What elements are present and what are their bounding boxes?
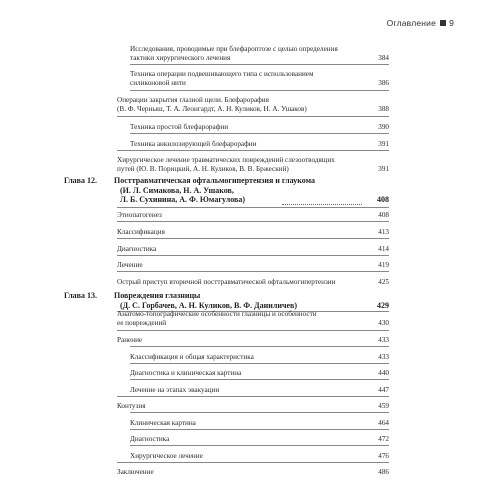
page-number: 391 (378, 164, 389, 173)
divider (130, 379, 389, 380)
page-number: 425 (378, 278, 389, 286)
page-number: 472 (378, 435, 389, 443)
toc-entry[interactable]: Этиопатогенез 408 (117, 211, 389, 219)
toc-entry[interactable]: Техника операции подвешивающего типа с использованием силиконовой нити 386 (130, 70, 389, 87)
divider (130, 363, 389, 364)
toc-entry[interactable]: Острый приступ вторичной посттравматической офтальмогипертензии 425 (117, 278, 389, 286)
page-number: 408 (378, 211, 389, 219)
divider (130, 412, 389, 413)
divider (117, 116, 389, 117)
toc-entry[interactable]: Клиническая картина 464 (130, 419, 389, 427)
divider (130, 445, 389, 446)
divider (117, 396, 389, 397)
page-number: 440 (378, 369, 389, 377)
page-number: 391 (378, 140, 389, 148)
page-number: 476 (378, 452, 389, 460)
page-number: 408 (377, 195, 389, 205)
divider (117, 221, 389, 222)
page-number: 447 (378, 386, 389, 394)
running-head-page: 9 (449, 18, 454, 28)
chapter-12-heading[interactable]: Глава 12. Посттравматическая офтальмогипертензия и глаукома (И. Л. Симакова, Н. А. Ушаков, Л. Б. Сухинина, А. Ф. Юмагулова) 408 (64, 176, 389, 205)
chapter-label: Глава 12. (64, 176, 97, 185)
toc-entry[interactable]: Диагностика 414 (117, 245, 389, 253)
toc-entry[interactable]: Операции закрытия глазной щели. Блефарорафия (В. Ф. Черныш, Т. А. Леонгардт, А. Н. Куликов, Н. А. Ушаков) 388 (117, 96, 389, 113)
page-number: 486 (378, 468, 389, 476)
toc-entry[interactable]: Классификация 413 (117, 228, 389, 236)
page-number: 390 (378, 123, 389, 131)
page-number: 430 (378, 318, 389, 327)
toc-entry[interactable]: Хирургическое лечение 476 (130, 452, 389, 460)
divider (117, 207, 389, 208)
page-number: 429 (377, 300, 389, 310)
page-number: 384 (378, 53, 389, 62)
page-number: 433 (378, 336, 389, 344)
toc-entry[interactable]: Лечение на этапах эвакуации 447 (130, 386, 389, 394)
divider (117, 238, 389, 239)
page-number: 459 (378, 402, 389, 410)
leader-dots (282, 204, 362, 205)
toc-entry[interactable]: Диагностика 472 (130, 435, 389, 443)
toc-entry[interactable]: Техника простой блефарорафии 390 (130, 123, 389, 131)
chapter-label: Глава 13. (64, 291, 97, 300)
divider (117, 330, 389, 331)
divider (117, 462, 389, 463)
page-number: 414 (378, 245, 389, 253)
running-head (387, 18, 454, 28)
divider (117, 255, 389, 256)
running-head-label: Оглавление (386, 18, 437, 28)
divider (130, 64, 389, 65)
page-number: 413 (378, 228, 389, 236)
square-bullet-icon (440, 20, 446, 26)
toc-entry[interactable]: Классификация и общая характеристика 433 (130, 353, 389, 361)
toc-entry[interactable]: Заключение 486 (117, 468, 389, 476)
divider (130, 90, 389, 91)
page-number: 464 (378, 419, 389, 427)
toc-entry[interactable]: Контузия 459 (117, 402, 389, 410)
divider (130, 133, 389, 134)
page-number: 386 (378, 78, 389, 87)
toc-entry[interactable]: Диагностика и клиническая картина 440 (130, 369, 389, 377)
toc-entry[interactable]: Техника анкилозирующей блефарорафии 391 (130, 140, 389, 148)
page-number: 419 (378, 261, 389, 269)
divider (117, 150, 389, 151)
toc-entry[interactable]: Хирургическое лечение травматических повреждений слезоотводящих путей (Ю. В. Порицкий, А. Н. Куликов, В. В. Бржеский) 391 (117, 156, 389, 173)
page-number: 433 (378, 353, 389, 361)
toc-entry[interactable]: Анатомо-топографические особенности глазницы и особенности ее повреждений 430 (117, 310, 389, 327)
chapter-13-heading[interactable]: Глава 13. Повреждения глазницы (Д. С. Горбачев, А. Н. Куликов, В. Ф. Даниличев) 429 (64, 291, 389, 310)
divider (130, 429, 389, 430)
page-number: 388 (378, 104, 389, 113)
divider (130, 346, 389, 347)
divider (117, 271, 389, 272)
toc-entry[interactable]: Лечение 419 (117, 261, 389, 269)
toc-entry[interactable]: Ранение 433 (117, 336, 389, 344)
toc-entry[interactable]: Исследования, проводимые при блефароптозе с целью определения тактики хирургического лечения 384 (130, 45, 389, 62)
